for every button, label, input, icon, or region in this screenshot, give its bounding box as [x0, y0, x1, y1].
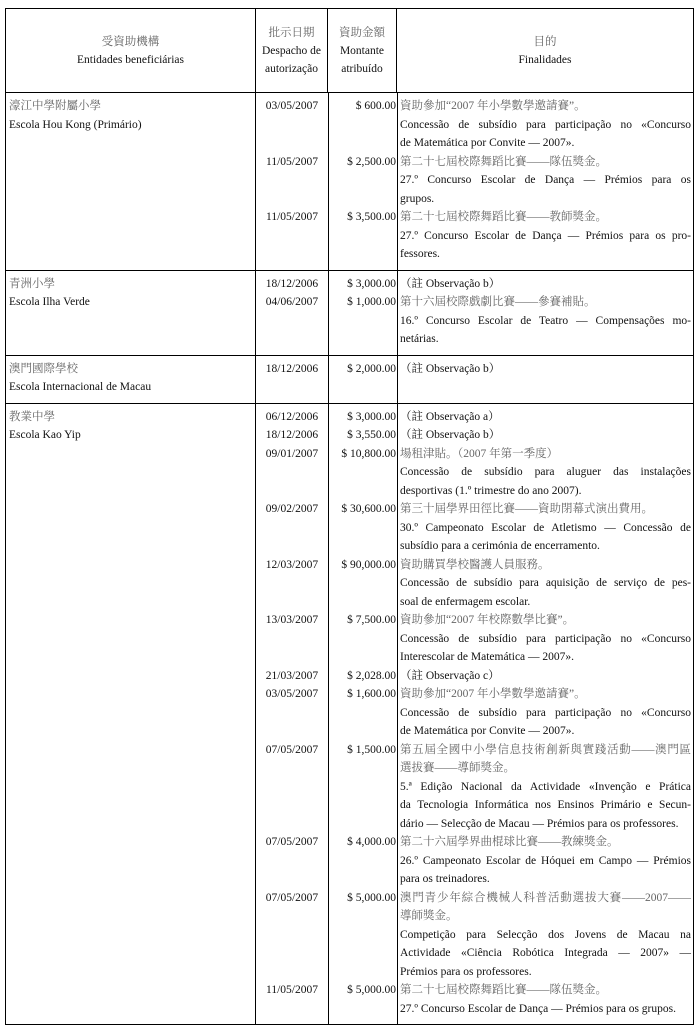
subsidy-entry: [256, 408, 693, 427]
purpose: [397, 208, 693, 264]
amount: $ 5,000.00: [347, 984, 396, 996]
purpose: [397, 445, 693, 501]
approval-date: 18/12/2006: [265, 277, 319, 290]
header-org-zh: 受資助機構: [101, 35, 160, 48]
entries-cell: [256, 355, 694, 403]
subsidy-entry: [256, 208, 693, 264]
org-name-pt: Escola Kao Yip: [9, 429, 81, 441]
purpose-line: （註 Observação b）: [400, 362, 501, 375]
subsidy-entry: [256, 500, 693, 556]
amount: $ 7,500.00: [347, 614, 396, 626]
entries-list: [256, 404, 693, 1025]
entries-cell: [256, 93, 694, 271]
purpose-line: 選拔賽——導師獎金。: [400, 762, 515, 774]
subsidy-table: [5, 8, 694, 1025]
amount: $ 2,000.00: [347, 362, 396, 375]
table-row: [6, 355, 694, 403]
approval-date: 07/05/2007: [265, 743, 319, 756]
purpose-line: Actividade «Ciência Robótica Integrada — 2007» —: [400, 947, 691, 959]
subsidy-entry: [256, 445, 693, 501]
header-purpose: [397, 9, 694, 93]
purpose-line: grupos.: [400, 192, 435, 205]
purpose-line: 5.ª Edição Nacional da Actividade «Invenção e Prática: [400, 780, 691, 793]
purpose-line: Concessão de subsídio para aquisição de serviço de pes-: [400, 577, 691, 589]
approval-date: 12/03/2007: [265, 558, 319, 571]
org-name-zh: 青洲小學: [9, 277, 55, 290]
purpose-line: 資助參加“2007 年小學數學邀請賽”。: [400, 100, 586, 112]
approval-date: 03/05/2007: [265, 100, 319, 112]
purpose-line: 第三十屆學界田徑比賽——資助閉幕式演出費用。: [400, 503, 653, 515]
purpose-line: fessores.: [400, 248, 440, 260]
purpose: [397, 153, 693, 209]
approval-date: 18/12/2006: [265, 362, 319, 375]
header-purpose-pt: Finalidades: [518, 53, 572, 66]
purpose-line: 26.º Campeonato Escolar de Hóquei em Campo — Prémios: [400, 854, 691, 867]
purpose: [397, 833, 693, 889]
amount: $ 2,028.00: [347, 669, 396, 682]
subsidy-entry: [256, 667, 693, 686]
org-name-zh: 澳門國際學校: [9, 362, 78, 375]
entries-list: [256, 271, 693, 355]
approval-date: 11/05/2007: [266, 211, 318, 223]
approval-date: 07/05/2007: [265, 836, 319, 848]
approval-date: 18/12/2006: [265, 429, 319, 441]
entries-list: [256, 93, 693, 270]
subsidy-entry: [256, 360, 693, 379]
purpose: [397, 408, 693, 427]
purpose-line: 27.º Concurso Escolar de Dança — Prémios para os grupos.: [400, 1002, 676, 1015]
purpose-line: 16.º Concurso Escolar de Teatro — Compensações mo-: [400, 314, 691, 327]
header-amount: [328, 9, 397, 93]
header-org: [6, 9, 256, 93]
subsidy-entry: [256, 611, 693, 667]
entries-cell: [256, 403, 694, 1025]
subsidy-entry: [256, 685, 693, 741]
purpose-line: Competição para Selecção dos Jovens de Macau na: [400, 928, 691, 941]
entries-cell: [256, 270, 694, 355]
amount: $ 600.00: [355, 100, 396, 112]
subsidy-entry: [256, 293, 693, 349]
purpose-line: 第二十六屆學界曲棍球比賽——教練獎金。: [400, 836, 619, 848]
purpose: [397, 611, 693, 667]
approval-date: 06/12/2006: [265, 410, 319, 423]
purpose-line: （註 Observação c）: [400, 669, 500, 682]
purpose: [397, 741, 693, 834]
purpose-line: Concessão de subsídio para participação no «Concurso: [400, 118, 691, 131]
purpose: [397, 293, 693, 349]
purpose-line: Concessão de subsídio para aluguer das instalações: [400, 466, 691, 478]
approval-date: 11/05/2007: [266, 984, 318, 996]
table-row: [6, 403, 694, 1025]
header-date-zh: 批示日期: [268, 26, 315, 39]
approval-date: 09/01/2007: [265, 447, 319, 460]
purpose-line: 場租津貼。（2007 年第一季度）: [400, 447, 559, 460]
purpose-line: 資助參加“2007 年小學數學邀請賽”。: [400, 688, 586, 700]
org-name-pt: Escola Ilha Verde: [9, 296, 90, 308]
approval-date: 09/02/2007: [265, 503, 319, 515]
org-cell: [6, 403, 256, 1025]
purpose: [397, 426, 693, 445]
subsidy-entry: [256, 741, 693, 834]
header-purpose-zh: 目的: [533, 35, 557, 48]
header-amount-pt1: Montante: [339, 44, 385, 57]
purpose-line: （註 Observação b）: [400, 429, 501, 441]
purpose-line: 第十六屆校際戲劇比賽——參賽補貼。: [400, 296, 596, 308]
purpose-line: netárias.: [400, 333, 439, 345]
approval-date: 13/03/2007: [265, 614, 319, 626]
amount: $ 3,550.00: [347, 429, 396, 441]
purpose-line: 第二十七屆校際舞蹈比賽——隊伍獎金。: [400, 984, 607, 996]
amount: $ 30,600.00: [341, 503, 396, 515]
purpose-line: （註 Observação a）: [400, 410, 500, 423]
header-amount-zh: 資助金額: [339, 26, 385, 39]
header-date-pt2: autorização: [265, 62, 318, 75]
subsidy-entry: [256, 153, 693, 209]
purpose-line: subsídio para a cerimónia de encerramento.: [400, 540, 600, 552]
subsidy-entry: [256, 426, 693, 445]
purpose-line: de Matemática por Convite — 2007».: [400, 137, 575, 149]
table-row: [6, 93, 694, 271]
org-name-pt: Escola Hou Kong (Primário): [9, 118, 142, 131]
table-row: [6, 270, 694, 355]
purpose-line: 資助購買學校醫護人員服務。: [400, 558, 550, 571]
purpose-line: 第五屆全國中小學信息技術創新與實踐活動——澳門區: [400, 743, 691, 756]
entries-list: [256, 356, 693, 385]
amount: $ 1,500.00: [347, 743, 396, 756]
purpose-line: Concessão de subsídio para participação no «Concurso: [400, 706, 691, 719]
purpose: [397, 500, 693, 556]
purpose: [397, 556, 693, 612]
purpose-line: soal de enfermagem escolar.: [400, 595, 531, 608]
approval-date: 04/06/2007: [265, 296, 319, 308]
amount: $ 1,000.00: [347, 296, 396, 308]
header-date-pt1: Despacho de: [261, 44, 322, 57]
purpose-line: desportivas (1.º trimestre do ano 2007).: [400, 484, 582, 497]
amount: $ 10,800.00: [341, 447, 396, 460]
purpose-line: 資助參加“2007 年校際數學比賽”。: [400, 614, 575, 626]
purpose-line: de Matemática por Convite — 2007».: [400, 725, 575, 737]
purpose-line: 27.º Concurso Escolar de Dança — Prémios para os: [400, 174, 691, 186]
approval-date: 07/05/2007: [265, 891, 319, 904]
purpose-line: para os treinadores.: [400, 873, 490, 885]
org-cell: [6, 93, 256, 271]
purpose-line: Prémios para os professores.: [400, 965, 532, 978]
header-amount-pt2: atribuído: [341, 62, 383, 75]
amount: $ 2,500.00: [347, 155, 396, 168]
table-header: [6, 9, 694, 93]
org-name-pt: Escola Internacional de Macau: [9, 381, 152, 393]
purpose: [397, 667, 693, 686]
purpose: [397, 685, 693, 741]
purpose-line: 27.º Concurso Escolar de Dança — Prémios para os pro-: [400, 229, 691, 242]
subsidy-entry: [256, 97, 693, 153]
header-org-pt: Entidades beneficiárias: [77, 53, 184, 66]
purpose: [397, 889, 693, 982]
purpose: [397, 97, 693, 153]
amount: $ 4,000.00: [347, 836, 396, 848]
amount: $ 1,600.00: [347, 688, 396, 700]
amount: $ 3,500.00: [347, 211, 396, 223]
amount: $ 5,000.00: [347, 891, 396, 904]
purpose-line: 導師獎金。: [400, 910, 458, 922]
amount: $ 3,000.00: [347, 277, 396, 290]
subsidy-entry: [256, 275, 693, 294]
org-name-zh: 教業中學: [9, 410, 55, 423]
amount: $ 90,000.00: [341, 558, 396, 571]
purpose-line: （註 Observação b）: [400, 277, 501, 290]
purpose: [397, 981, 693, 1018]
approval-date: 21/03/2007: [265, 669, 319, 682]
header-date: [256, 9, 328, 93]
approval-date: 11/05/2007: [266, 155, 318, 168]
org-cell: [6, 355, 256, 403]
subsidy-entry: [256, 889, 693, 982]
purpose-line: 30.º Campeonato Escolar de Atletismo — Concessão de: [400, 521, 691, 534]
subsidy-entry: [256, 556, 693, 612]
purpose-line: dário — Selecção de Macau — Prémios para os professores.: [400, 817, 679, 830]
purpose-line: 第二十七屆校際舞蹈比賽——隊伍獎金。: [400, 155, 607, 168]
purpose-line: da Tecnologia Informática nos Ensinos Primário e Secun-: [400, 799, 691, 811]
purpose: [397, 360, 693, 379]
org-cell: [6, 270, 256, 355]
org-name-zh: 濠江中學附屬小學: [9, 100, 101, 112]
subsidy-entry: [256, 833, 693, 889]
purpose-line: 第二十七屆校際舞蹈比賽——教師獎金。: [400, 211, 607, 223]
subsidy-entry: [256, 981, 693, 1018]
purpose-line: Concessão de subsídio para participação no «Concurso: [400, 632, 691, 645]
purpose-line: 澳門青少年綜合機械人科普活動選拔大賽——2007——: [400, 891, 691, 904]
purpose-line: Interescolar de Matemática — 2007».: [400, 651, 575, 663]
approval-date: 03/05/2007: [265, 688, 319, 700]
amount: $ 3,000.00: [347, 410, 396, 423]
purpose: [397, 275, 693, 294]
